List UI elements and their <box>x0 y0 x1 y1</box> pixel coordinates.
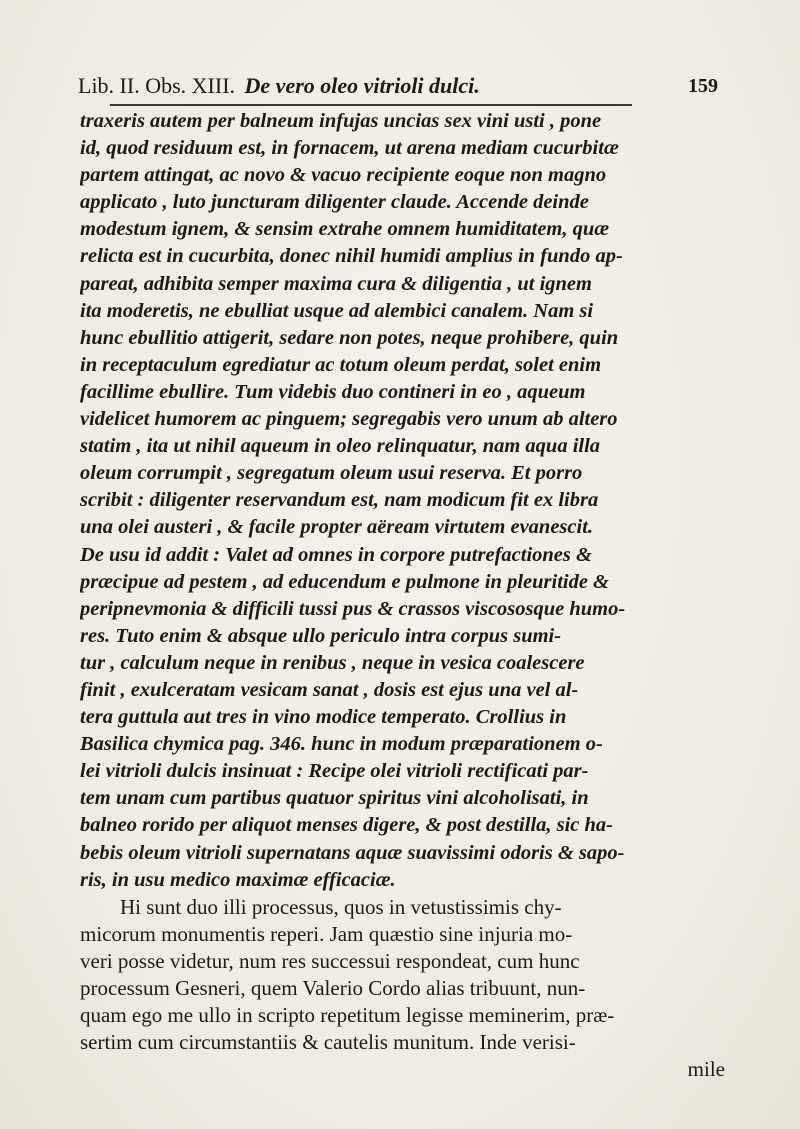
text-line: oleum corrumpit , segregatum oleum usui reserva. Et porro <box>80 462 583 485</box>
text-line: lei vitrioli dulcis insinuat : Recipe olei vitrioli rectificati par- <box>80 760 589 783</box>
text-line: tera guttula aut tres in vino modice temperato. Crollius in <box>80 706 567 729</box>
text-line: ris, in usu medico maximæ efficaciæ. <box>80 868 396 891</box>
text-line: pareat, adhibita semper maxima cura & diligentia , ut ignem <box>80 272 592 295</box>
running-head: Lib. II. Obs. XIII. <box>78 73 236 98</box>
text-line: mile <box>687 1057 725 1082</box>
text-line: micorum monumentis reperi. Jam quæstio sine injuria mo- <box>80 921 573 946</box>
text-line: quam ego me ullo in scripto repetitum legisse meminerim, præ- <box>80 1003 615 1028</box>
text-line: modestum ignem, & sensim extrahe omnem humiditatem, quæ <box>80 218 610 241</box>
text-line: finit , exulceratam vesicam sanat , dosis est ejus una vel al- <box>80 678 579 701</box>
text-line: in receptaculum egrediatur ac totum oleum perdat, solet enim <box>80 353 602 376</box>
text-line: videlicet humorem ac pinguem; segregabis vero unum ab altero <box>80 408 618 431</box>
page-number: 159 <box>688 75 718 97</box>
text-line: peripnevmonia & difficili tussi pus & crassos viscososque humo- <box>80 597 626 620</box>
running-header <box>78 68 718 104</box>
text-line: Hi sunt duo illi processus, quos in vetustissimis chy- <box>120 894 562 919</box>
text-line: veri posse videtur, num res successui respondeat, cum hunc <box>80 948 580 973</box>
text-line: relicta est in cucurbita, donec nihil humidi amplius in fundo ap- <box>80 245 623 268</box>
text-line: balneo rorido per aliquot menses digere, & post destilla, sic ha- <box>80 814 614 837</box>
text-line: id, quod residuum est, in fornacem, ut arena mediam cucurbitæ <box>80 137 619 160</box>
header-rule <box>110 104 632 106</box>
text-line: traxeris autem per balneum infujas uncias sex vini usti , pone <box>80 110 602 132</box>
body-text <box>80 108 735 1083</box>
text-line: res. Tuto enim & absque ullo periculo intra corpus sumi- <box>80 624 562 647</box>
text-line: Basilica chymica pag. 346. hunc in modum præparationem o- <box>80 733 603 756</box>
text-line: scribit : diligenter reservandum est, nam modicum fit ex libra <box>80 489 599 512</box>
text-line: hunc ebullitio attigerit, sedare non potes, neque prohibere, quin <box>80 326 619 349</box>
text-line: una olei austeri , & facile propter aëream virtutem evanescit. <box>80 516 594 539</box>
text-line: ita moderetis, ne ebulliat usque ad alembici canalem. Nam si <box>80 299 594 322</box>
text-line: applicato , luto juncturam diligenter claude. Accende deinde <box>80 191 589 214</box>
text-line: præcipue ad pestem , ad educendum e pulmone in pleuritide & <box>80 570 610 593</box>
text-line: De usu id addit : Valet ad omnes in corpore putrefactiones & <box>80 543 592 566</box>
text-line: bebis oleum vitrioli supernatans aquæ suavissimi odoris & sapo- <box>80 841 625 864</box>
text-line: partem attingat, ac novo & vacuo recipiente eoque non magno <box>80 164 607 187</box>
text-line: processum Gesneri, quem Valerio Cordo alias tribuunt, nun- <box>80 976 586 1000</box>
text-line: sertim cum circumstantiis & cautelis munitum. Inde verisi- <box>80 1030 576 1055</box>
text-line: tur , calculum neque in renibus , neque in vesica coalescere <box>80 651 585 674</box>
text-line: statim , ita ut nihil aqueum in oleo relinquatur, nam aqua illa <box>80 435 601 458</box>
text-line: tem unam cum partibus quatuor spiritus vini alcoholisati, in <box>80 787 589 810</box>
running-title: De vero oleo vitrioli dulci. <box>244 73 480 98</box>
text-line: facillime ebullire. Tum videbis duo contineri in eo , aqueum <box>80 380 586 403</box>
